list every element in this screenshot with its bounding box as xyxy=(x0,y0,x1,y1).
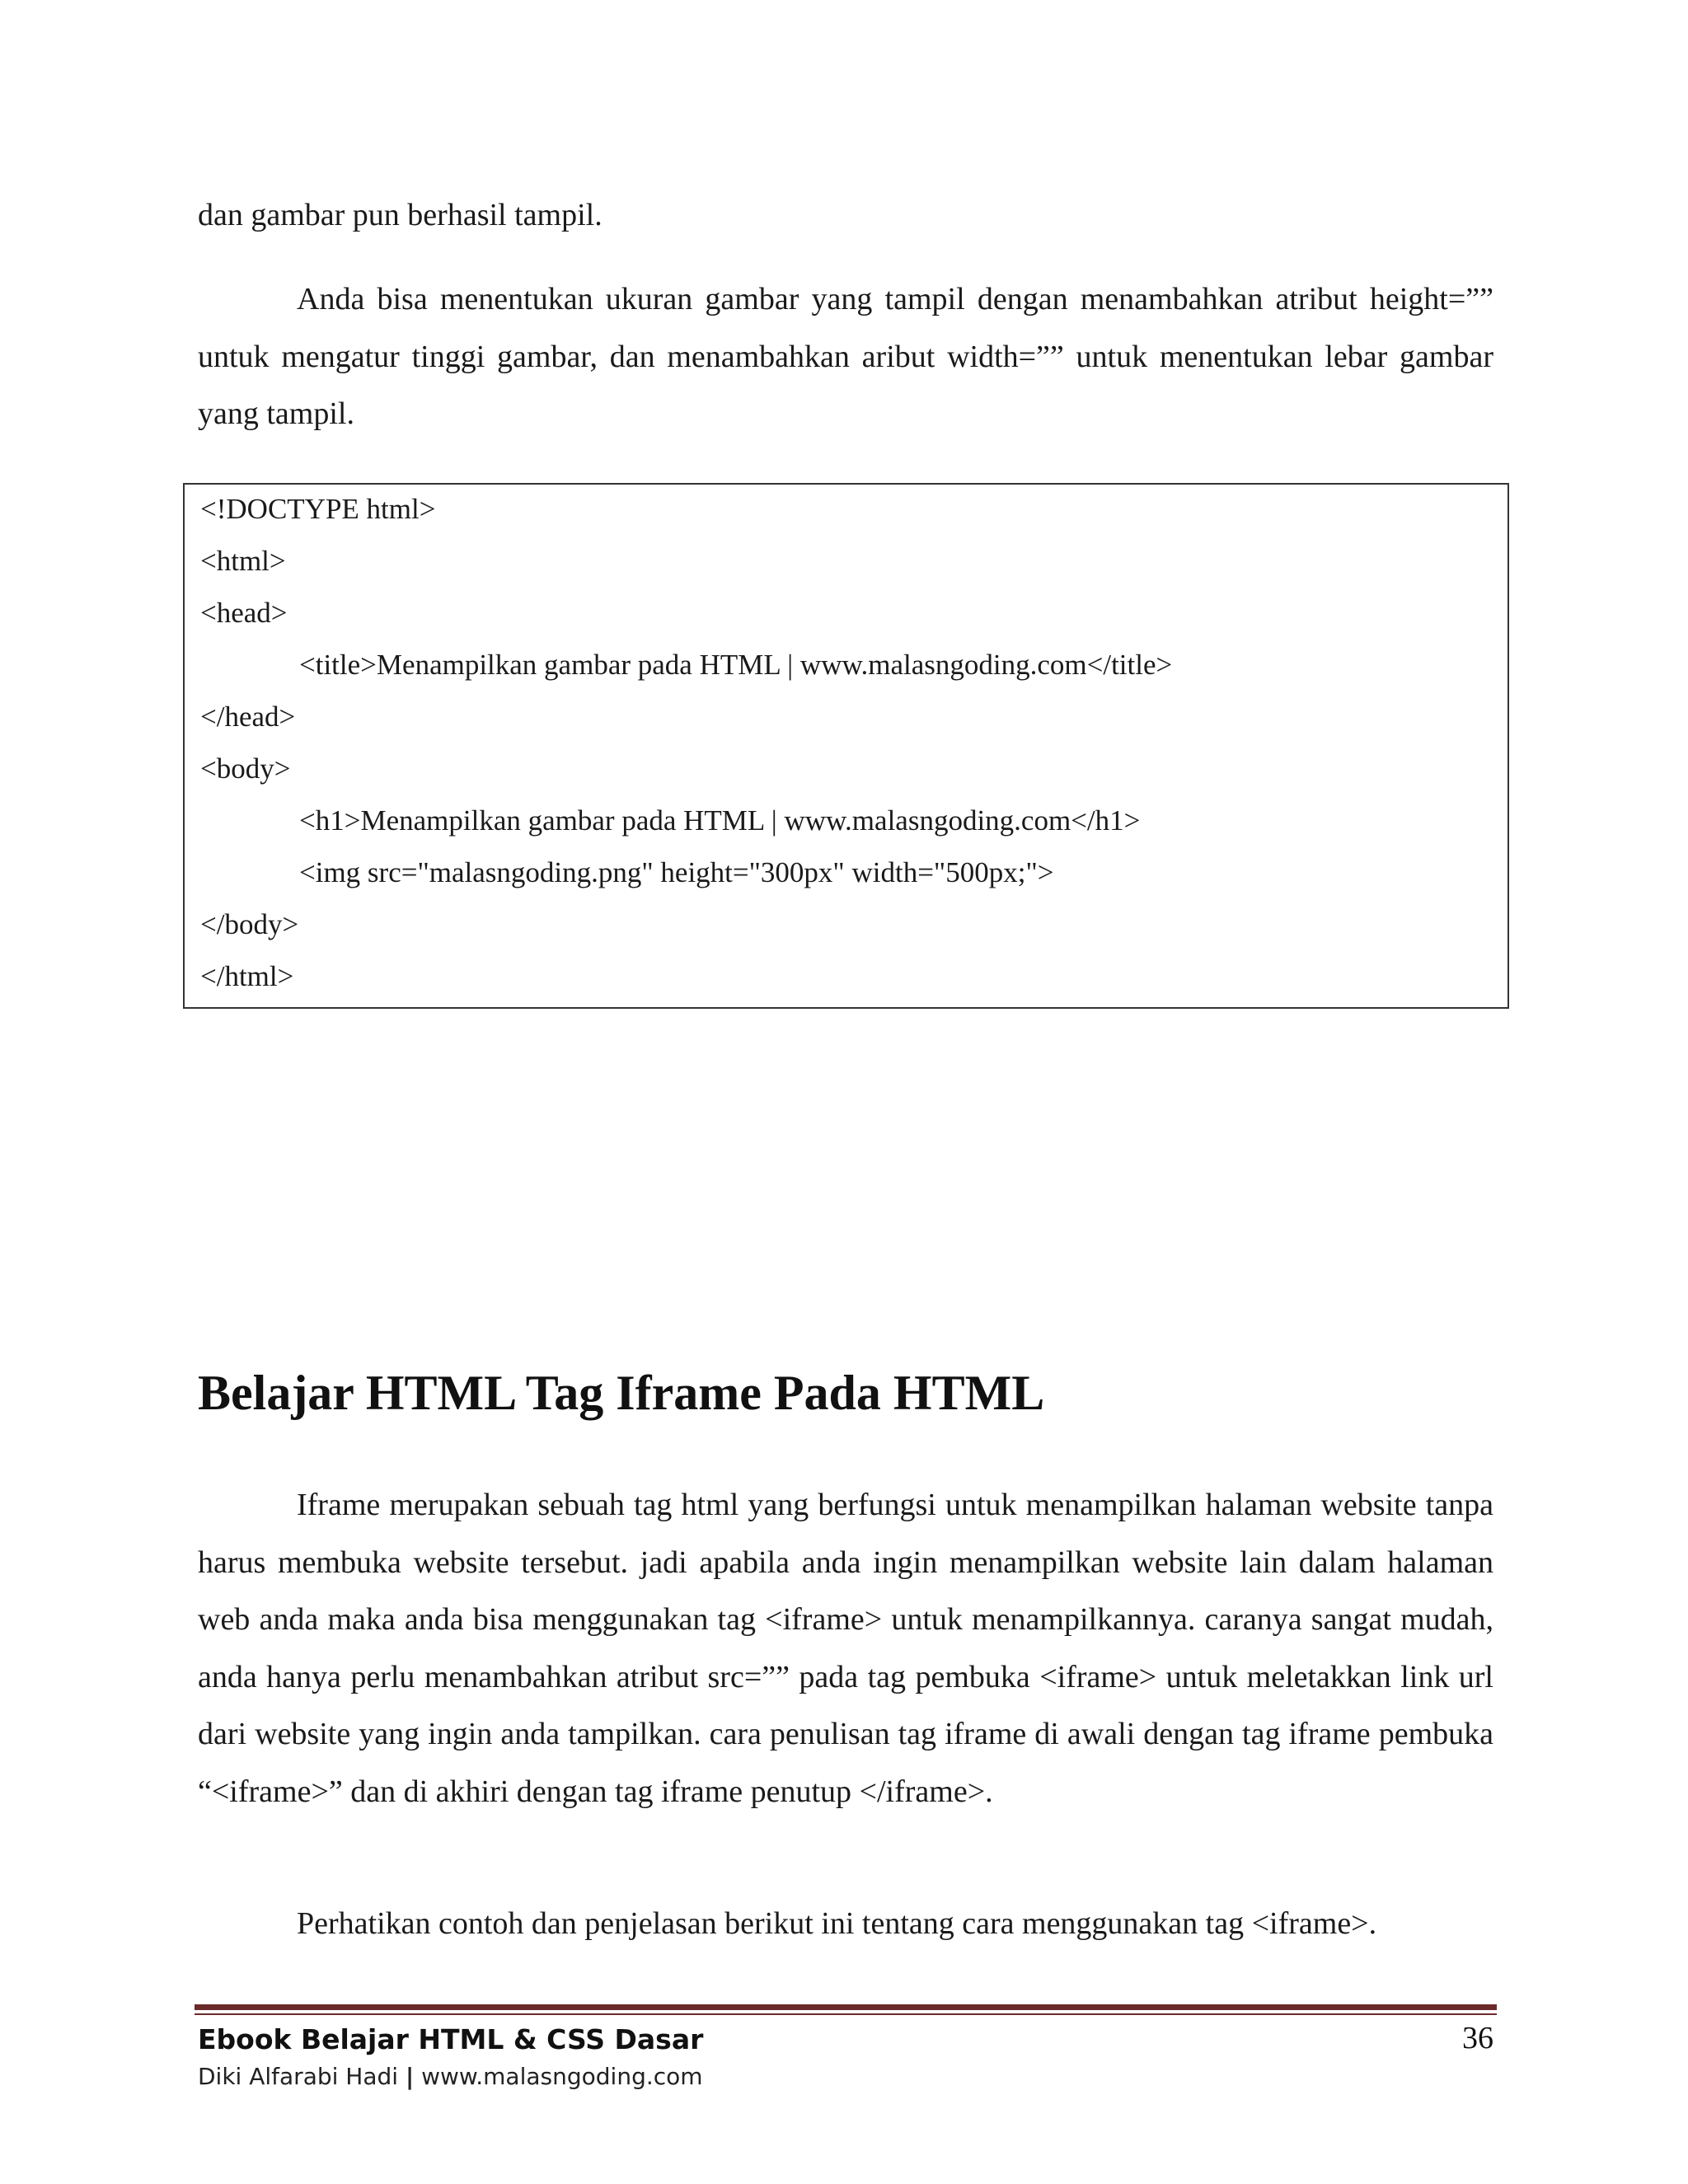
footer-rule xyxy=(195,2004,1497,2010)
footer-author: Diki Alfarabi Hadi xyxy=(198,2063,399,2090)
code-line: <html> xyxy=(200,545,286,577)
paragraph-iframe-intro: Iframe merupakan sebuah tag html yang berfungsi untuk menampilkan halaman website tanpa harus membuka website tersebut. jadi apabila anda ingin menampilkan website lain dalam halaman web anda maka anda bisa menggunakan tag <iframe> untuk menampilkannya. caranya sangat mudah, anda hanya perlu menambahkan atribut src=”” pada tag pembuka <iframe> untuk meletakkan link url dari website yang ingin anda tampilkan. cara penulisan tag iframe di awali dengan tag iframe pembuka “<iframe>” dan di akhiri dengan tag iframe penutup </iframe>. xyxy=(198,1488,1493,1809)
footer-author-line xyxy=(198,2060,703,2093)
code-line: </head> xyxy=(200,701,296,733)
footer-separator: | xyxy=(405,2063,415,2090)
code-line: </body> xyxy=(200,908,299,940)
code-example-box xyxy=(183,483,1509,1009)
footer-rule-thin xyxy=(195,2013,1497,2015)
page-number: 36 xyxy=(1462,2021,1493,2055)
section-heading: Belajar HTML Tag Iframe Pada HTML xyxy=(198,1366,1045,1420)
code-line: <title>Menampilkan gambar pada HTML | www.malasngoding.com</title> xyxy=(299,649,1173,681)
paragraph-iframe-example: Perhatikan contoh dan penjelasan berikut ini tentang cara menggunakan tag <iframe>. xyxy=(297,1906,1377,1941)
code-line: <h1>Menampilkan gambar pada HTML | www.malasngoding.com</h1> xyxy=(299,804,1141,837)
code-line: <head> xyxy=(200,597,288,629)
intro-line: dan gambar pun berhasil tampil. xyxy=(198,198,603,232)
footer-website: www.malasngoding.com xyxy=(421,2063,703,2090)
code-line: <img src="malasngoding.png" height="300px" width="500px;"> xyxy=(299,856,1054,888)
footer-book-title: Ebook Belajar HTML & CSS Dasar xyxy=(198,2023,704,2055)
code-line: <!DOCTYPE html> xyxy=(200,493,436,525)
code-line: <body> xyxy=(200,752,291,785)
paragraph-image-size: Anda bisa menentukan ukuran gambar yang tampil dengan menambahkan atribut height=”” untuk mengatur tinggi gambar, dan menambahkan aribut width=”” untuk menentukan lebar gambar yang tampil. xyxy=(198,282,1493,431)
code-line: </html> xyxy=(200,960,294,992)
